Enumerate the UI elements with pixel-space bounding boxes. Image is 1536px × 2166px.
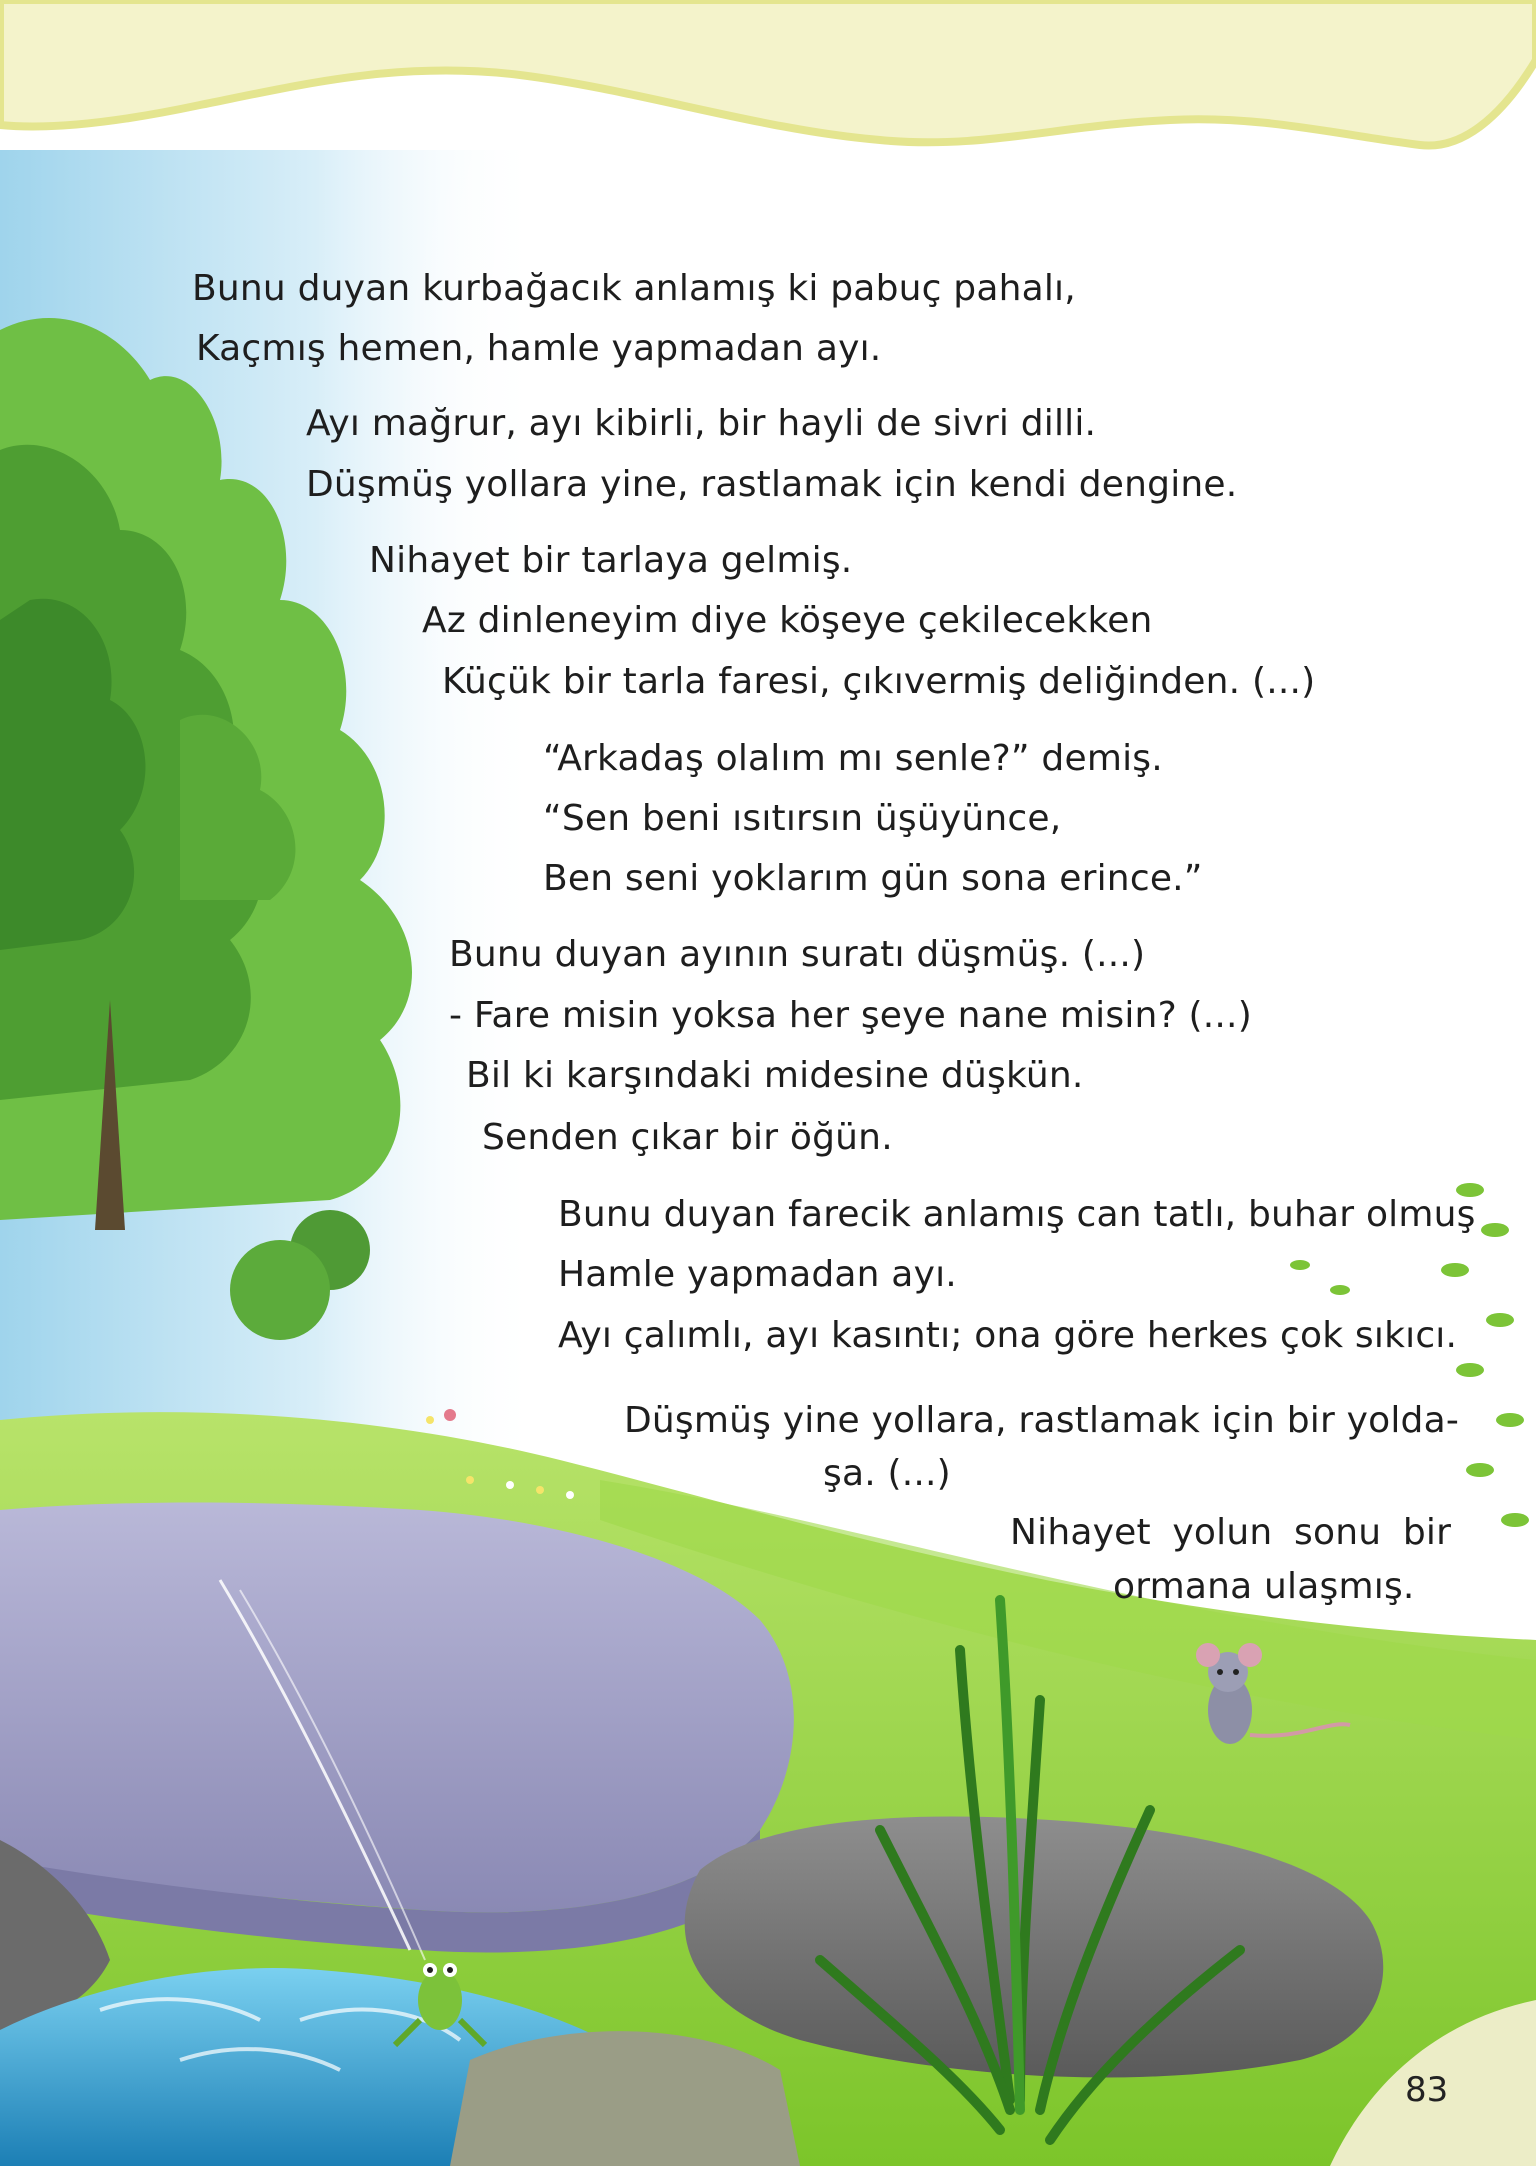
poem-line: Bunu duyan ayının suratı düşmüş. (...)	[449, 934, 1146, 975]
poem-line: “Arkadaş olalım mı senle?” demiş.	[543, 738, 1163, 779]
poem-line: - Fare misin yoksa her şeye nane misin? (...)	[449, 995, 1252, 1036]
poem-line: Ayı mağrur, ayı kibirli, bir hayli de sivri dilli.	[306, 403, 1097, 444]
poem-line: Hamle yapmadan ayı.	[558, 1254, 957, 1295]
poem-line: Bil ki karşındaki midesine düşkün.	[466, 1055, 1084, 1096]
poem-line: Nihayet yolun sonu bir	[1010, 1512, 1452, 1553]
poem-line: Düşmüş yollara yine, rastlamak için kendi dengine.	[306, 464, 1238, 505]
poem-line: Senden çıkar bir öğün.	[482, 1117, 893, 1158]
poem-line: şa. (...)	[823, 1453, 951, 1494]
poem-line: Ayı çalımlı, ayı kasıntı; ona göre herkes çok sıkıcı.	[558, 1315, 1458, 1356]
poem-line: ormana ulaşmış.	[1113, 1566, 1415, 1607]
page-number: 83	[1405, 2070, 1449, 2110]
poem-line: Küçük bir tarla faresi, çıkıvermiş deliğinden. (...)	[442, 661, 1316, 702]
poem-line: “Sen beni ısıtırsın üşüyünce,	[543, 798, 1062, 839]
poem-line: Düşmüş yine yollara, rastlamak için bir yolda-	[624, 1400, 1460, 1441]
poem-line: Az dinleneyim diye köşeye çekilecekken	[422, 600, 1153, 641]
poem-line: Ben seni yoklarım gün sona erince.”	[543, 858, 1203, 899]
poem-line: Bunu duyan kurbağacık anlamış ki pabuç pahalı,	[192, 268, 1076, 309]
poem-line: Kaçmış hemen, hamle yapmadan ayı.	[196, 328, 882, 369]
poem-line: Nihayet bir tarlaya gelmiş.	[369, 540, 853, 581]
poem-line: Bunu duyan farecik anlamış can tatlı, buhar olmuş	[558, 1194, 1476, 1235]
